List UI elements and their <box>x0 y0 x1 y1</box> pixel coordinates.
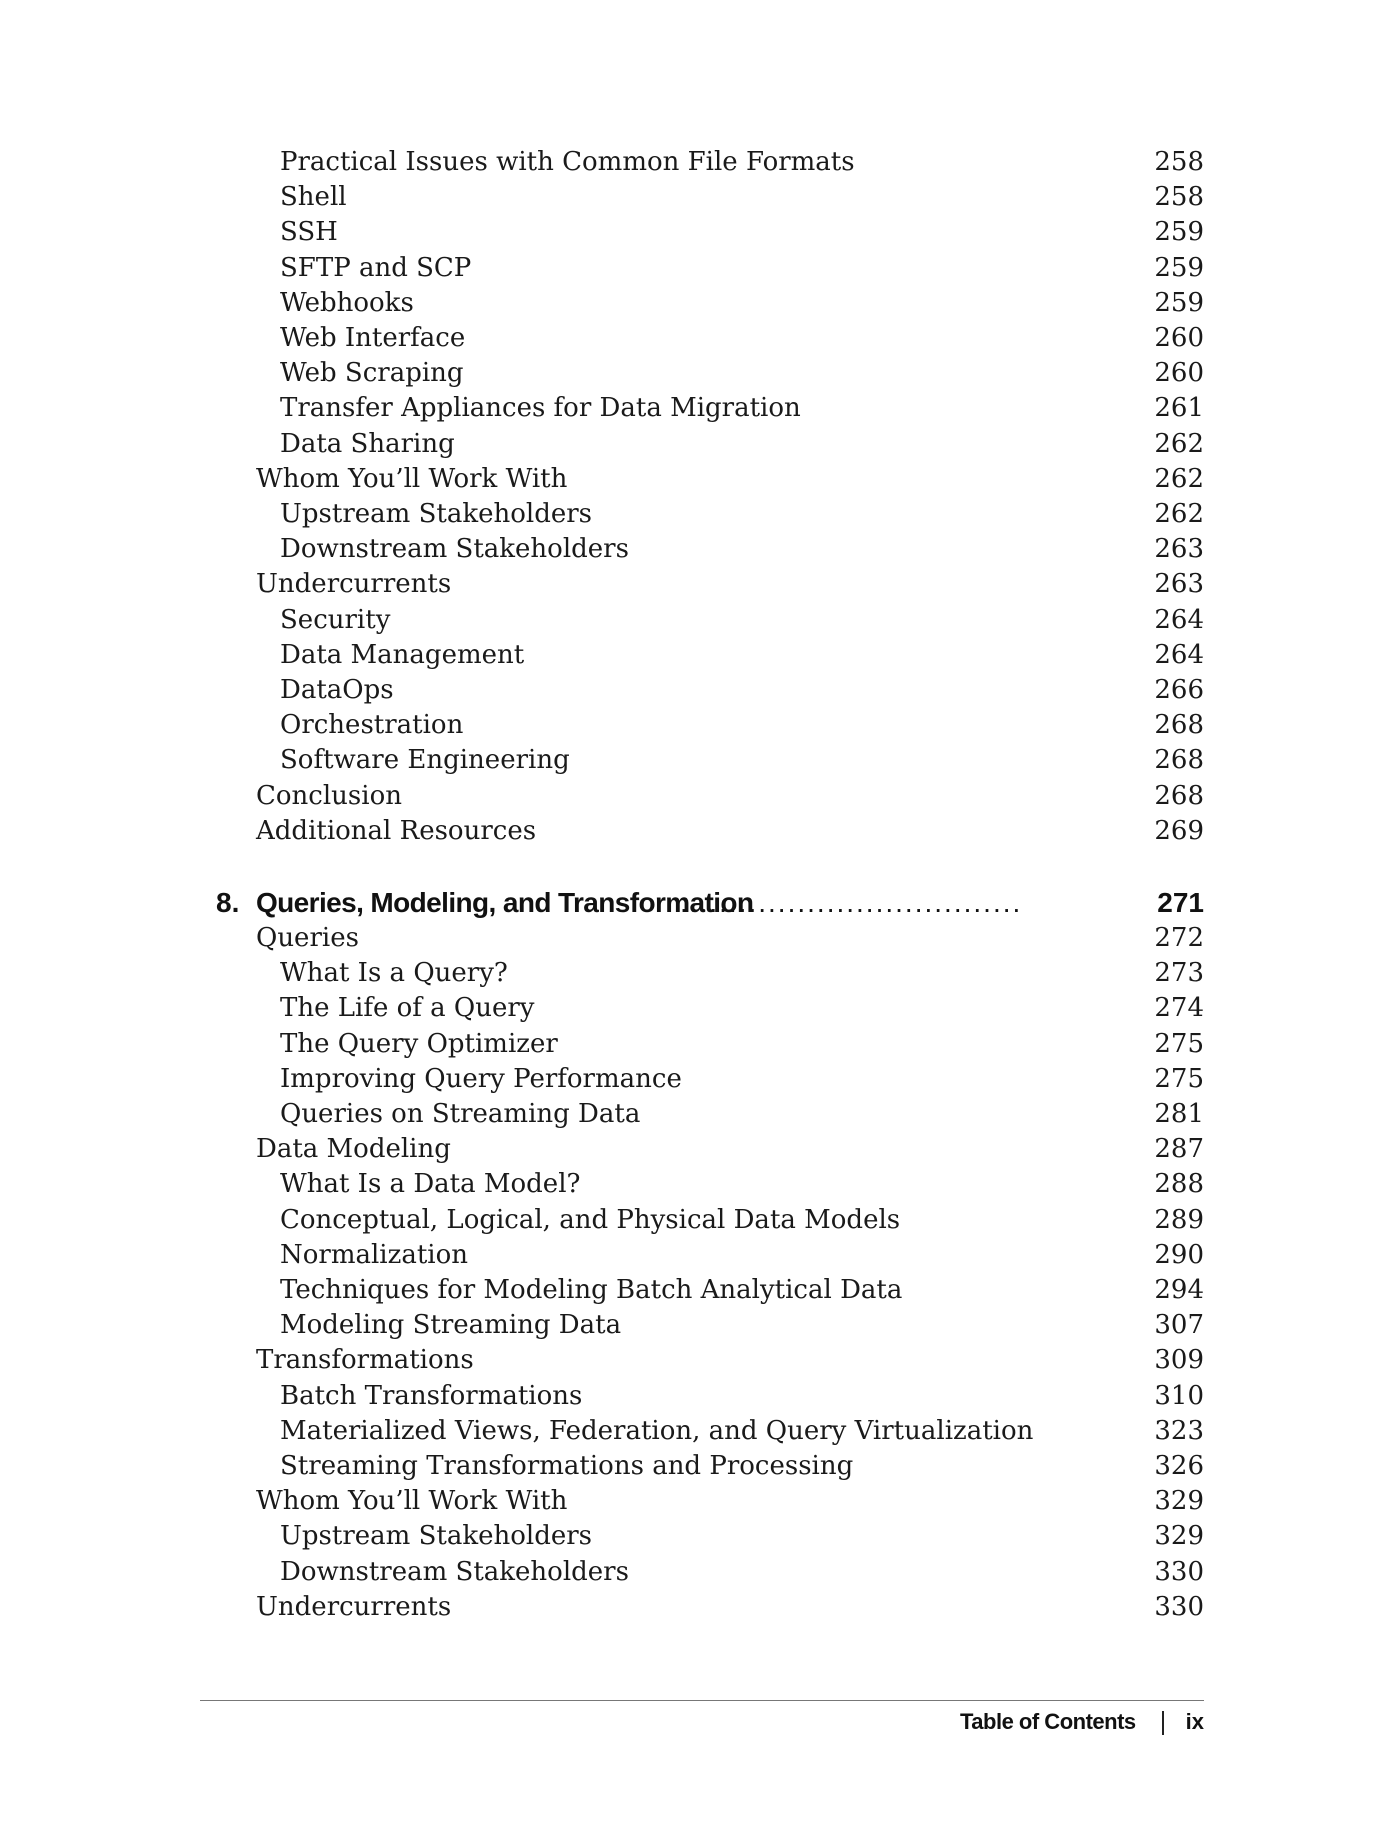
toc-entry-page: 259 <box>1154 287 1204 318</box>
toc-entry-page: 288 <box>1154 1169 1204 1200</box>
chapter-title: Queries, Modeling, and Transformation <box>256 887 754 918</box>
toc-entry-title: What Is a Data Model? <box>280 1169 581 1200</box>
toc-entry-page: 274 <box>1154 993 1204 1024</box>
toc-entry[interactable] <box>0 1273 1400 1308</box>
toc-entry[interactable] <box>0 779 1400 814</box>
toc-entry-title: Queries on Streaming Data <box>280 1099 641 1129</box>
toc-entry[interactable] <box>0 1308 1400 1343</box>
toc-entry-title: Web Scraping <box>280 358 464 389</box>
toc-entry-page: 264 <box>1154 604 1204 635</box>
toc-entry-page: 262 <box>1154 463 1204 494</box>
toc-entry[interactable] <box>0 356 1400 391</box>
toc-entry[interactable] <box>0 1132 1400 1167</box>
toc-entry-page: 330 <box>1154 1556 1204 1587</box>
toc-entry-page: 307 <box>1154 1310 1204 1341</box>
toc-entry-page: 268 <box>1154 710 1204 741</box>
toc-entry-page: 323 <box>1154 1415 1204 1446</box>
toc-entry[interactable] <box>0 567 1400 602</box>
toc-entry-page: 289 <box>1154 1204 1204 1235</box>
folio: ix <box>1185 1709 1204 1734</box>
toc-entry[interactable] <box>0 603 1400 638</box>
toc-entry-title: Software Engineering <box>280 745 570 776</box>
toc-entry[interactable] <box>0 638 1400 673</box>
toc-entry[interactable] <box>0 1343 1400 1378</box>
toc-entry[interactable] <box>0 1449 1400 1484</box>
toc-entry[interactable] <box>0 743 1400 778</box>
toc-entry-page: 260 <box>1154 323 1204 353</box>
toc-entry-page: 268 <box>1154 780 1204 811</box>
toc-entry-page: 259 <box>1154 217 1204 248</box>
toc-entry[interactable] <box>0 321 1400 356</box>
toc-entry-title: Queries <box>256 923 359 953</box>
toc-entry-title: Orchestration <box>280 710 464 741</box>
toc-entry-page: 275 <box>1154 1028 1204 1059</box>
toc-entry-title: Data Sharing <box>280 428 455 459</box>
toc-entry[interactable] <box>0 814 1400 849</box>
toc-entry[interactable] <box>0 462 1400 497</box>
toc-entry-page: 261 <box>1154 393 1204 424</box>
toc-entry[interactable] <box>0 497 1400 532</box>
toc-entry-page: 259 <box>1154 252 1204 283</box>
toc-entry[interactable] <box>0 180 1400 215</box>
toc-entry-title: Modeling Streaming Data <box>280 1310 622 1341</box>
toc-entry[interactable] <box>0 991 1400 1026</box>
toc-entry-page: 272 <box>1154 923 1204 953</box>
toc-entry[interactable] <box>0 215 1400 250</box>
toc-entry-page: 326 <box>1154 1451 1204 1481</box>
toc-entry[interactable] <box>0 1590 1400 1625</box>
toc-entry-title: Webhooks <box>280 287 414 318</box>
dot-leader: ................................... <box>680 887 1023 918</box>
toc-entry-title: Undercurrents <box>256 1591 452 1622</box>
toc-entry-page: 269 <box>1154 815 1204 846</box>
toc-entry[interactable] <box>0 1027 1400 1062</box>
toc-entry-title: SFTP and SCP <box>280 252 472 283</box>
toc-entry[interactable] <box>0 1379 1400 1414</box>
toc-entry-title: Practical Issues with Common File Formats <box>280 147 855 177</box>
toc-entry-page: 258 <box>1154 147 1204 177</box>
page-footer <box>960 1704 1204 1740</box>
toc-entry-title: What Is a Query? <box>280 958 508 989</box>
toc-entry-page: 330 <box>1154 1591 1204 1622</box>
toc-entry-page: 263 <box>1154 534 1204 565</box>
toc-entry-title: Techniques for Modeling Batch Analytical Data <box>280 1275 903 1305</box>
toc-entry[interactable] <box>0 391 1400 426</box>
toc-entry-page: 258 <box>1154 182 1204 213</box>
toc-entry-title: Normalization <box>280 1239 468 1270</box>
toc-entry-title: The Life of a Query <box>280 993 535 1024</box>
toc-entry-page: 262 <box>1154 428 1204 459</box>
toc-entry-title: Downstream Stakeholders <box>280 534 629 565</box>
toc-entry-title: Whom You’ll Work With <box>256 463 568 494</box>
toc-entry[interactable] <box>0 1238 1400 1273</box>
toc-entry-title: Conclusion <box>256 780 402 811</box>
toc-entry[interactable] <box>0 1167 1400 1202</box>
toc-entry-title: Transfer Appliances for Data Migration <box>280 393 801 424</box>
toc-entry-title: Transformations <box>256 1345 474 1376</box>
toc-entry-page: 273 <box>1154 958 1204 989</box>
toc-entry[interactable] <box>0 145 1400 180</box>
toc-entry[interactable] <box>0 1555 1400 1590</box>
toc-entry[interactable] <box>0 1203 1400 1238</box>
toc-entry[interactable] <box>0 1519 1400 1554</box>
toc-entry-title: Data Modeling <box>256 1134 451 1165</box>
footer-rule <box>200 1700 1204 1701</box>
toc-entry-page: 290 <box>1154 1239 1204 1270</box>
toc-entry-title: Streaming Transformations and Processing <box>280 1451 854 1481</box>
toc-entry-page: 309 <box>1154 1345 1204 1376</box>
chapter-page: 271 <box>1157 887 1204 918</box>
toc-entry-title: Undercurrents <box>256 569 452 600</box>
toc-entry-page: 264 <box>1154 639 1204 670</box>
toc-entry-page: 329 <box>1154 1521 1204 1552</box>
toc-entry[interactable] <box>0 532 1400 567</box>
toc-entry-title: Upstream Stakeholders <box>280 1521 592 1552</box>
toc-entry-page: 268 <box>1154 745 1204 776</box>
toc-entry-title: Upstream Stakeholders <box>280 499 592 529</box>
toc-entry-page: 262 <box>1154 499 1204 529</box>
toc-entry-title: Improving Query Performance <box>280 1063 682 1094</box>
toc-entry-title: Security <box>280 604 391 635</box>
chapter-heading[interactable] <box>0 884 1400 922</box>
toc-entry-title: DataOps <box>280 675 394 705</box>
footer-separator <box>1162 1711 1164 1735</box>
toc-entry-title: Conceptual, Logical, and Physical Data Models <box>280 1204 901 1235</box>
toc-entry-title: Whom You’ll Work With <box>256 1486 568 1517</box>
toc-entry-title: Downstream Stakeholders <box>280 1556 629 1587</box>
footer-label: Table of Contents <box>959 1709 1136 1734</box>
toc-entry[interactable] <box>0 708 1400 743</box>
toc-entry-title: SSH <box>280 217 338 248</box>
chapter-number: 8. <box>216 887 240 918</box>
toc-entry-page: 263 <box>1154 569 1204 600</box>
toc-entry[interactable] <box>0 427 1400 462</box>
toc-entry-page: 275 <box>1154 1063 1204 1094</box>
toc-entry-title: Shell <box>280 182 347 213</box>
toc-entry[interactable] <box>0 286 1400 321</box>
toc-entry[interactable] <box>0 1062 1400 1097</box>
toc-entry[interactable] <box>0 673 1400 708</box>
toc-entry-title: Additional Resources <box>256 815 537 846</box>
toc-entry[interactable] <box>0 956 1400 991</box>
toc-entry-title: The Query Optimizer <box>280 1028 558 1059</box>
toc-entry-title: Data Management <box>280 639 525 670</box>
toc-entry-title: Web Interface <box>280 323 466 353</box>
toc-entry-page: 281 <box>1154 1099 1204 1129</box>
toc-entry-title: Materialized Views, Federation, and Query Virtualization <box>280 1415 1034 1446</box>
toc-entry-page: 310 <box>1154 1380 1204 1411</box>
toc-entry-page: 260 <box>1154 358 1204 389</box>
toc-entry-title: Batch Transformations <box>280 1380 583 1411</box>
toc-entry-page: 287 <box>1154 1134 1204 1165</box>
toc-entry[interactable] <box>0 251 1400 286</box>
toc-entry[interactable] <box>0 1414 1400 1449</box>
toc-entry-page: 329 <box>1154 1486 1204 1517</box>
toc-entry[interactable] <box>0 1484 1400 1519</box>
toc-entry[interactable] <box>0 921 1400 956</box>
toc-entry-page: 266 <box>1154 675 1204 705</box>
toc-entry-page: 294 <box>1154 1275 1204 1305</box>
toc-entry[interactable] <box>0 1097 1400 1132</box>
